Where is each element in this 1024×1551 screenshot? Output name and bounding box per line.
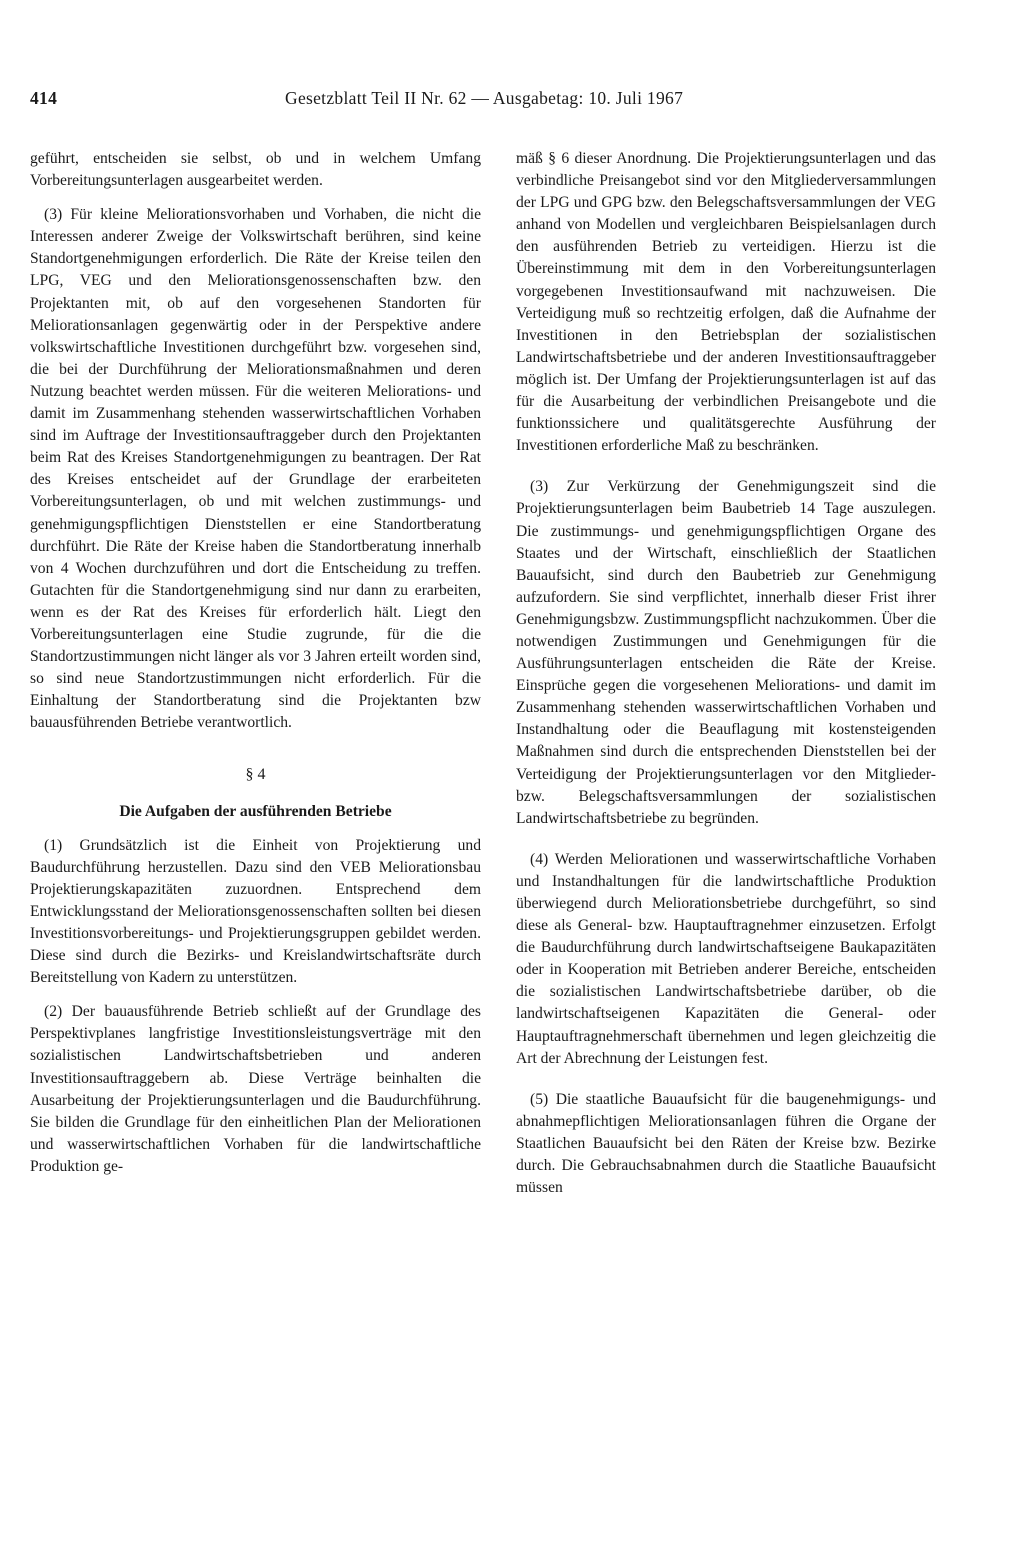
paragraph-4-4: (4) Werden Meliorationen und wasserwirtschaftliche Vorhaben und Instandhaltungen für die landwirtschaftliche Produktion überwiegend durch Meliorationsbetriebe durchgeführt, so sind diese als General- bzw. Hauptauftragnehmer einzusetzen. Erfolgt die Baudurchführung durch landwirtschaftseigene Baukapazitäten oder in Kooperation mit Betrieben anderer Bereiche, entscheiden die sozialistischen Landwirtschaftsbetriebe darüber, ob die landwirtschaftseigenen Kapazitäten die General- oder Hauptauftragnehmerschaft übernehmen und legen gleichzeitig die Art der Abrechnung der Leistungen fest. (516, 850, 936, 1067)
paragraph-4-3: (3) Zur Verkürzung der Genehmigungszeit sind die Projektierungsunterlagen beim Baubetrieb 14 Tage auszulegen. Die zustimmungs- und genehmigungspflichtigen Organe des Staates und der Wirtschaft, einschließlich der Staatlichen Bauaufsicht, sind durch den Baubetrieb zur Genehmigung aufzufordern. Sie sind verpflichtet, innerhalb dieser Frist ihrer Genehmigungsbzw. Zustimmungspflicht nachzukommen. Über die notwendigen Zustimmungen und Genehmigungen für die Ausführungsunterlagen entscheiden die Räte der Kreise. Einsprüche gegen die vorgesehenen Meliorations- und damit im Zusammenhang stehenden wasserwirtschaftlichen Vorhaben und Instandhaltung oder die Beauflagung mit kostensteigenden Maßnahmen sind durch die entsprechenden Dienststellen bei der Verteidigung der Projektierungsunterlagen vor den Mitglieder- bzw. Belegschaftsversammlungen der sozialistischen Landwirtschaftsbetriebe zu begründen. (516, 478, 936, 827)
paragraph-4-5: (5) Die staatliche Bauaufsicht für die baugenehmigungs- und abnahmepflichtigen Meliorationsanlagen führen die Organe der Staatlichen Bauaufsicht bei den Räten der Kreise bzw. Bezirke durch. Die Gebrauchsabnahmen durch die Staatliche Bauaufsicht müssen (516, 1090, 936, 1197)
paragraph-4-1: (1) Grundsätzlich ist die Einheit von Projektierung und Baudurchführung herzustellen. Dazu sind den VEB Meliorationsbau Projektierungskapazitäten zuzuordnen. Entsprechend dem Entwicklungsstand der Meliorationsgenossenschaften sollten bei diesen Investitionsvorbereitungs- und Projektierungsgruppen gebildet werden. Diese sind durch die Bezirks- und Kreislandwirtschaftsräte durch Bereitstellung von Kadern zu unterstützen. (30, 836, 481, 987)
paragraph-4-2: (2) Der bauausführende Betrieb schließt auf der Grundlage des Perspektivplanes langfristige Investitionsleistungsverträge mit den sozialistischen Landwirtschaftsbetrieben und anderen Investitionsauftraggebern ab. Diese Verträge beinhalten die Ausarbeitung der Projektierungsunterlagen und die Baudurchführung. Sie bilden die Grundlage für den einheitlichen Plan der Meliorationen und wasserwirtschaftlichen Vorhaben für die landwirtschaftliche Produktion ge- (30, 1003, 481, 1175)
section-mark: § 4 (245, 766, 266, 784)
paragraph-3-para3: (3) Für kleine Meliorationsvorhaben und Vorhaben, die nicht die Interessen anderer Zweige der Volkswirtschaft berühren, sind keine Standortgenehmigungen erforderlich. Die Räte der Kreise teilen den LPG, VEG und den Meliorationsgenossenschaften bzw. den Projektanten mit, ob auf den vorgesehenen Standorten für Meliorationsanlagen gegenwärtig oder in der Perspektive andere volkswirtschaftliche Investitionen durchgeführt bzw. vorgesehen sind, die bei der Durchführung der Meliorationsmaßnahmen und deren Nutzung beachtet werden müssen. Für die weiteren Meliorations- und damit im Zusammenhang stehenden wasserwirtschaftlichen Vorhaben sind im Auftrage der Investitionsauftraggeber durch den Projektanten beim Rat des Kreises Standortgenehmigungen zu beantragen. Der Rat des Kreises entscheidet auf der Grundlage der erarbeiteten Vorbereitungsunterlagen, ob und mit welchen zustimmungs- und genehmigungspflichtigen Dienststellen er eine Standortberatung durchführt. Die Räte der Kreise haben die Standortberatung innerhalb von 4 Wochen durchzuführen und dort die Entscheidung zu treffen. Gutachten für die Standortgenehmigung sind nur dann zu erarbeiten, wenn es der Rat des Kreises für erforderlich hält. Liegt den Vorbereitungsunterlagen eine Studie zugrunde, für die die Standortzustimmungen nicht länger als vor 3 Jahren erteilt worden sind, so sind neue Standortzustimmungen nicht erforderlich. Für die Einhaltung der Standortberatung sind die Projektanten bzw bauausführenden Betriebe verantwortlich. (30, 206, 481, 732)
column-gutter (497, 150, 498, 1380)
page-header (30, 88, 990, 116)
section-title: Die Aufgaben der ausführenden Betriebe (119, 802, 392, 820)
right-column (516, 148, 936, 1218)
running-title: Gesetzblatt Teil II Nr. 62 — Ausgabetag: 10. Juli 1967 (285, 88, 684, 108)
paragraph-continuation: geführt, entscheiden sie selbst, ob und in welchem Umfang Vorbereitungsunterlagen ausgearbeitet werden. (30, 150, 481, 190)
page-number: 414 (30, 88, 58, 108)
paragraph-continuation-right: mäß § 6 dieser Anordnung. Die Projektierungsunterlagen und das verbindliche Preisangebot sind vor den Mitgliederversammlungen der LPG und GPG bzw. den Belegschaftsversammlungen der VEG anhand von Modellen und vergleichbaren Beispielsanlagen durch den ausführenden Betrieb zu verteidigen. Hierzu ist die Übereinstimmung mit dem in den Vorbereitungsunterlagen vorgegebenen Investitionsaufwand mit nachzuweisen. Die Verteidigung muß so rechtzeitig erfolgen, daß die Aufnahme der Investitionen in den Betriebsplan der sozialistischen Landwirtschaftsbetriebe und der anderen Investitionsauftraggeber möglich ist. Der Umfang der Projektierungsunterlagen ist auf das für die Ausarbeitung der verbindlichen Preisangebote und die funktionssichere und qualitätsgerechte Ausführung der Investitionen erforderliche Maß zu beschränken. (516, 150, 936, 455)
left-column (30, 148, 481, 1190)
